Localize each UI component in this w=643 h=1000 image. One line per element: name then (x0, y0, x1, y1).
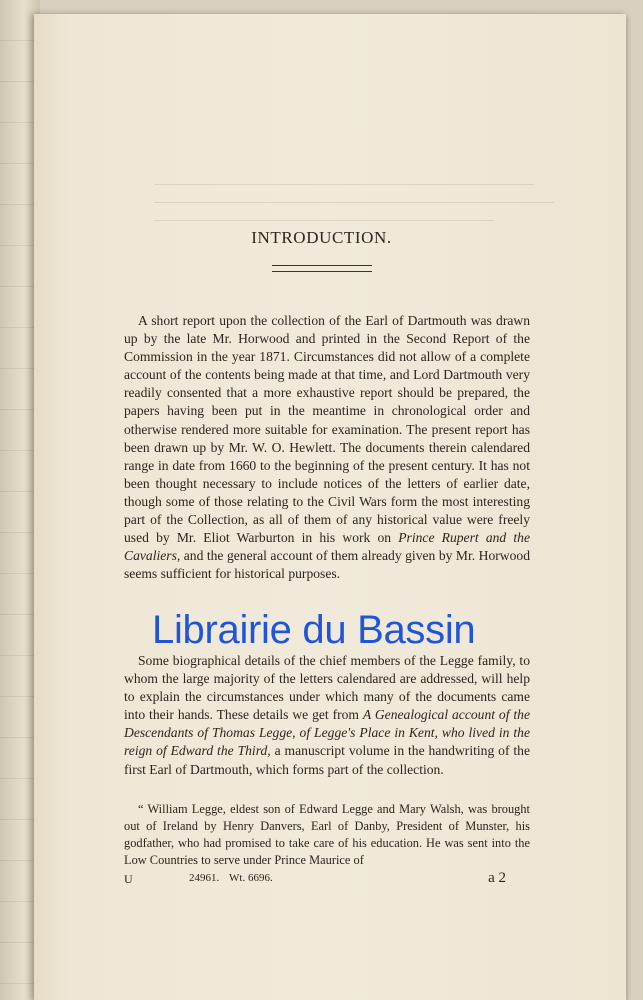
paragraph-2-italic-title: A Genealogical account of the Descendants of Thomas Legge, of Legge's Place in Kent, who lived in the reign of Edward the Third, (124, 707, 530, 759)
sheet-signature: a 2 (488, 870, 506, 886)
show-through-line (154, 220, 494, 221)
page-title: INTRODUCTION. (251, 228, 392, 247)
paragraph-text (124, 652, 530, 779)
paragraph-text (124, 312, 530, 583)
title-double-rule (272, 265, 372, 272)
show-through-line (154, 184, 534, 185)
quoted-extract (124, 801, 530, 869)
footer-signature: U (124, 872, 133, 886)
paragraph-1-italic-title: Prince Rupert and the Cavaliers, (124, 530, 530, 564)
quote-text: “ William Legge, eldest son of Edward Legge and Mary Walsh, was brought out of Ireland by Henry Danvers, Earl of Danby, President of Munster, his godfather, who had promised to take care of his education. He was sent into the Low Countries to serve under Prince Maurice of (124, 802, 530, 867)
paragraph-2-run-1: Some biographical details of the chief members of the Legge family, to whom the large majority of the letters calendared are addressed, will help to explain the circumstances under which many of the documents came into their hands. These details we get from (124, 653, 530, 723)
show-through-line (154, 202, 554, 203)
paragraph-1-run-1: A short report upon the collection of the Earl of Dartmouth was drawn up by the late Mr. Horwood and printed in the Second Report of the Commission in the year 1871. Circumstances did not allow of a complete account of the contents being made at that time, and Lord Dartmouth very readily consented that a more exhaustive report should be prepared, the papers having been put in the meantime in chronological order and otherwise rendered more suitable for examination. The present report has been drawn up by Mr. W. O. Hewlett. The documents therein calendared range in date from 1660 to the beginning of the present century. It has not been thought necessary to include notices of the letters of earlier date, though some of those relating to the Civil Wars form the most interesting part of the Collection, as all of them of any historical value were freely used by Mr. Eliot Warburton in his work on (124, 313, 530, 546)
page-edge-marks (0, 0, 34, 1000)
footer-weight: Wt. 6696. (229, 872, 273, 884)
paragraph-2-run-3: a manuscript volume in the handwriting of the first Earl of Dartmouth, which forms part of the collection. (124, 743, 530, 777)
paragraph-1 (124, 312, 530, 583)
paragraph-2 (124, 652, 530, 779)
footer-print-number: 24961. (189, 872, 220, 884)
bookseller-watermark: Librairie du Bassin (152, 608, 476, 652)
paragraph-1-run-3: and the general account of them already given by Mr. Horwood seems sufficient for historical purposes. (124, 548, 530, 582)
